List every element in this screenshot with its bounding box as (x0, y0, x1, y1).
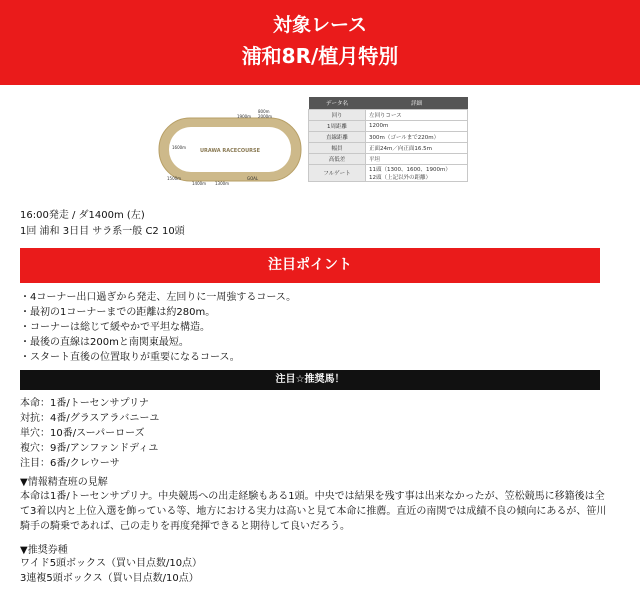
list-item: 単穴：10番/スーパーローズ (20, 428, 145, 439)
table-row (309, 110, 468, 121)
course-label: 1400m (192, 181, 207, 186)
table-value: 300m（ゴールまで220m） (366, 132, 468, 143)
course-label: 2000m (258, 114, 273, 119)
table-header: 詳細 (366, 97, 468, 110)
table-value: 11頭（1300、1600、1900m） 12頭（上記以外の距離） (366, 165, 468, 182)
list-item: ・4コーナー出口過ぎから発走、左回りに一周強するコース。 (20, 292, 297, 303)
table-key: 1周距離 (309, 121, 366, 132)
list-item: 複穴：9番/アンファンドディユ (20, 443, 159, 454)
table-row (309, 154, 468, 165)
race-name: 浦和8R/植月特別 (241, 44, 399, 68)
table-value: 左回りコース (366, 110, 468, 121)
list-item: ・最初の1コーナーまでの距離は約280m。 (20, 307, 216, 318)
table-key: 高低差 (309, 154, 366, 165)
points-list (20, 290, 296, 365)
course-label: 1500m (167, 176, 182, 181)
table-row (309, 121, 468, 132)
course-label: 1300m (215, 181, 230, 186)
table-row (309, 165, 468, 182)
section-title-banner: 注目ポイント (20, 248, 600, 283)
list-item: 3連複5頭ボックス（買い目点数/10点） (20, 573, 199, 584)
analysis-heading: ▼情報精査班の見解 (20, 477, 108, 488)
course-name: URAWA RACECOURSE (199, 148, 261, 154)
course-label: 800m (258, 109, 270, 114)
course-label: 1600m (172, 145, 187, 150)
table-key: 直線距離 (309, 132, 366, 143)
table-key: 幅員 (309, 143, 366, 154)
table-row (309, 143, 468, 154)
bets-list (20, 556, 202, 586)
course-label: 1900m (237, 114, 252, 119)
table-key: 回り (309, 110, 366, 121)
picks-list (20, 396, 159, 471)
bets-heading: ▼推奨券種 (20, 545, 68, 556)
race-info (20, 208, 185, 240)
course-data-table (308, 97, 468, 182)
table-key: フルゲート (309, 165, 366, 182)
table-value: 正面24m／向正面16.5m (366, 143, 468, 154)
list-item: ・最後の直線は200mと南関東最短。 (20, 337, 189, 348)
table-value: 1200m (366, 121, 468, 132)
course-map (155, 105, 305, 191)
header-title: 対象レース (272, 14, 368, 36)
table-row (309, 132, 468, 143)
list-item: 注目：6番/クレウーサ (20, 458, 120, 469)
analysis-body: 本命は1番/トーセンサプリナ。中央競馬への出走経験もある1頭。中央では結果を残す事は出来なかったが、笠松競馬に移籍後は全て3着以内と上位入選を飾っている等、地方における実力は高いと見て本命に推薦。直近の南関では成績不良の傾向にあるが、笹川騎手の騎乗であれば、己の走りを再度発揮できると期待して良いだろう。 (20, 491, 607, 532)
race-meeting: 1回 浦和 3日目 サラ系一般 C2 10頭 (20, 226, 185, 237)
race-time-distance: 16:00発走 / ダ1400m (左) (20, 210, 145, 221)
picks-title-bar: 注目☆推奨馬！ (20, 370, 600, 390)
list-item: ワイド5頭ボックス（買い目点数/10点） (20, 558, 203, 569)
list-item: ・スタート直後の位置取りが重要になるコース。 (20, 352, 240, 363)
table-value: 平坦 (366, 154, 468, 165)
list-item: ・コーナーは総じて緩やかで平坦な構造。 (20, 322, 210, 333)
header-banner (0, 0, 640, 85)
list-item: 対抗：4番/グラスアラバニーユ (20, 413, 160, 424)
list-item: 本命：1番/トーセンサプリナ (20, 398, 149, 409)
course-label: GOAL (247, 176, 259, 181)
table-header: データ名 (309, 97, 366, 110)
